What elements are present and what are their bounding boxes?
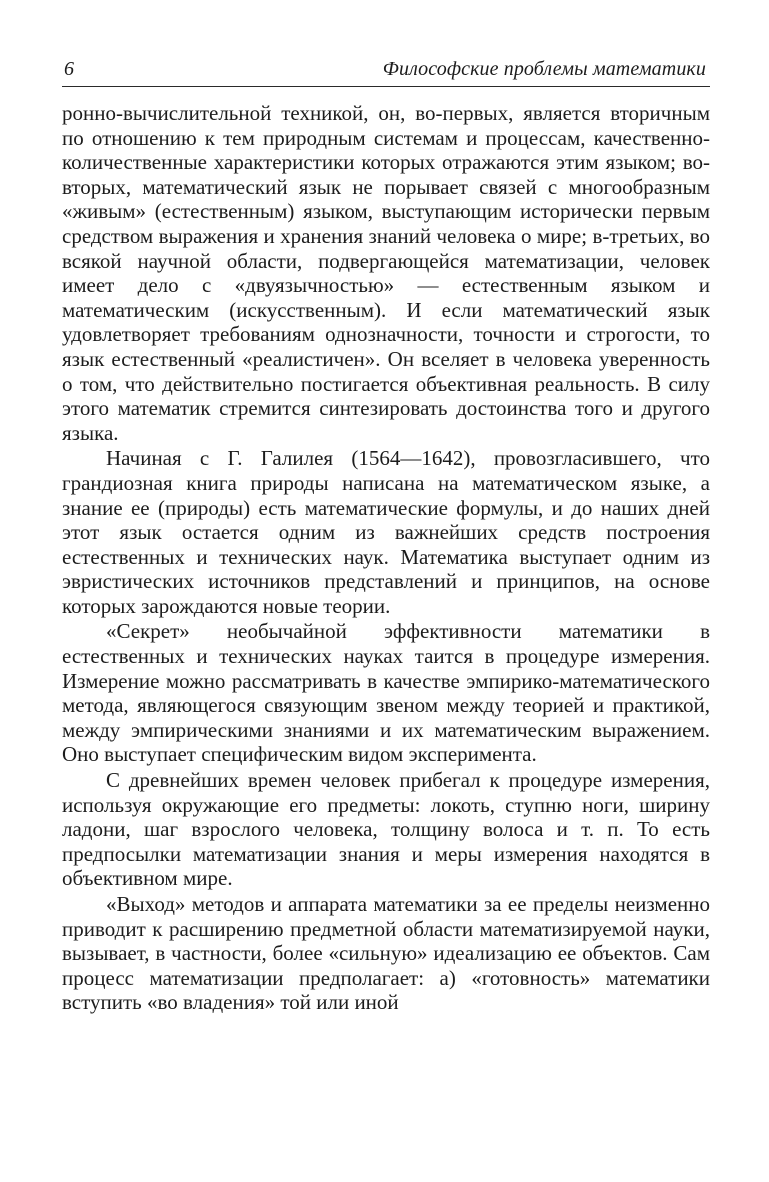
running-header (62, 56, 710, 87)
body-text (62, 101, 710, 1015)
paragraph-1: ронно-вычислительной техникой, он, во-первых, является вторичным по отношению к тем природным системам и процессам, качественно-количественные характеристики которых отражаются этим языком; во-вторых, математический язык не порывает связей с многообразным «живым» (естественным) языком, выступающим исторически первым средством выражения и хранения знаний человека о мире; в-третьих, во всякой научной области, подвергающейся математизации, человек имеет дело с «двуязычностью» — естественным языком и математическим (искусственным). И если математический язык удовлетворяет требованиям однозначности, точности и строгости, то язык естественный «реалистичен». Он вселяет в человека уверенность о том, что действительно постигается объективная реальность. В силу этого математик стремится синтезировать достоинства того и другого языка. (62, 101, 710, 445)
paragraph-3: «Секрет» необычайной эффективности математики в естественных и технических науках таится в процедуре измерения. Измерение можно рассматривать в качестве эмпирико-математического метода, являющегося связующим звеном между теорией и практикой, между эмпирическими знаниями и их математическим выражением. Оно выступает специфическим видом эксперимента. (62, 619, 710, 767)
paragraph-5: «Выход» методов и аппарата математики за ее пределы неизменно приводит к расширению предметной области математизируемой науки, вызывает, в частности, более «сильную» идеализацию ее объектов. Сам процесс математизации предполагает: а) «готовность» математики вступить «во владения» той или иной (62, 892, 710, 1015)
paragraph-2: Начиная с Г. Галилея (1564—1642), провозгласившего, что грандиозная книга природы написана на математическом языке, а знание ее (природы) есть математические формулы, и до наших дней этот язык остается одним из важнейших средств построения естественных и технических наук. Математика выступает одним из эвристических источников представлений и принципов, на основе которых зарождаются новые теории. (62, 446, 710, 618)
paragraph-4: С древнейших времен человек прибегал к процедуре измерения, используя окружающие его предметы: локоть, ступню ноги, ширину ладони, шаг взрослого человека, толщину волоса и т. п. То есть предпосылки математизации знания и меры измерения находятся в объективном мире. (62, 768, 710, 891)
running-header-title: Философские проблемы математики (382, 58, 706, 80)
page-number: 6 (64, 58, 74, 80)
book-page (62, 56, 710, 1016)
